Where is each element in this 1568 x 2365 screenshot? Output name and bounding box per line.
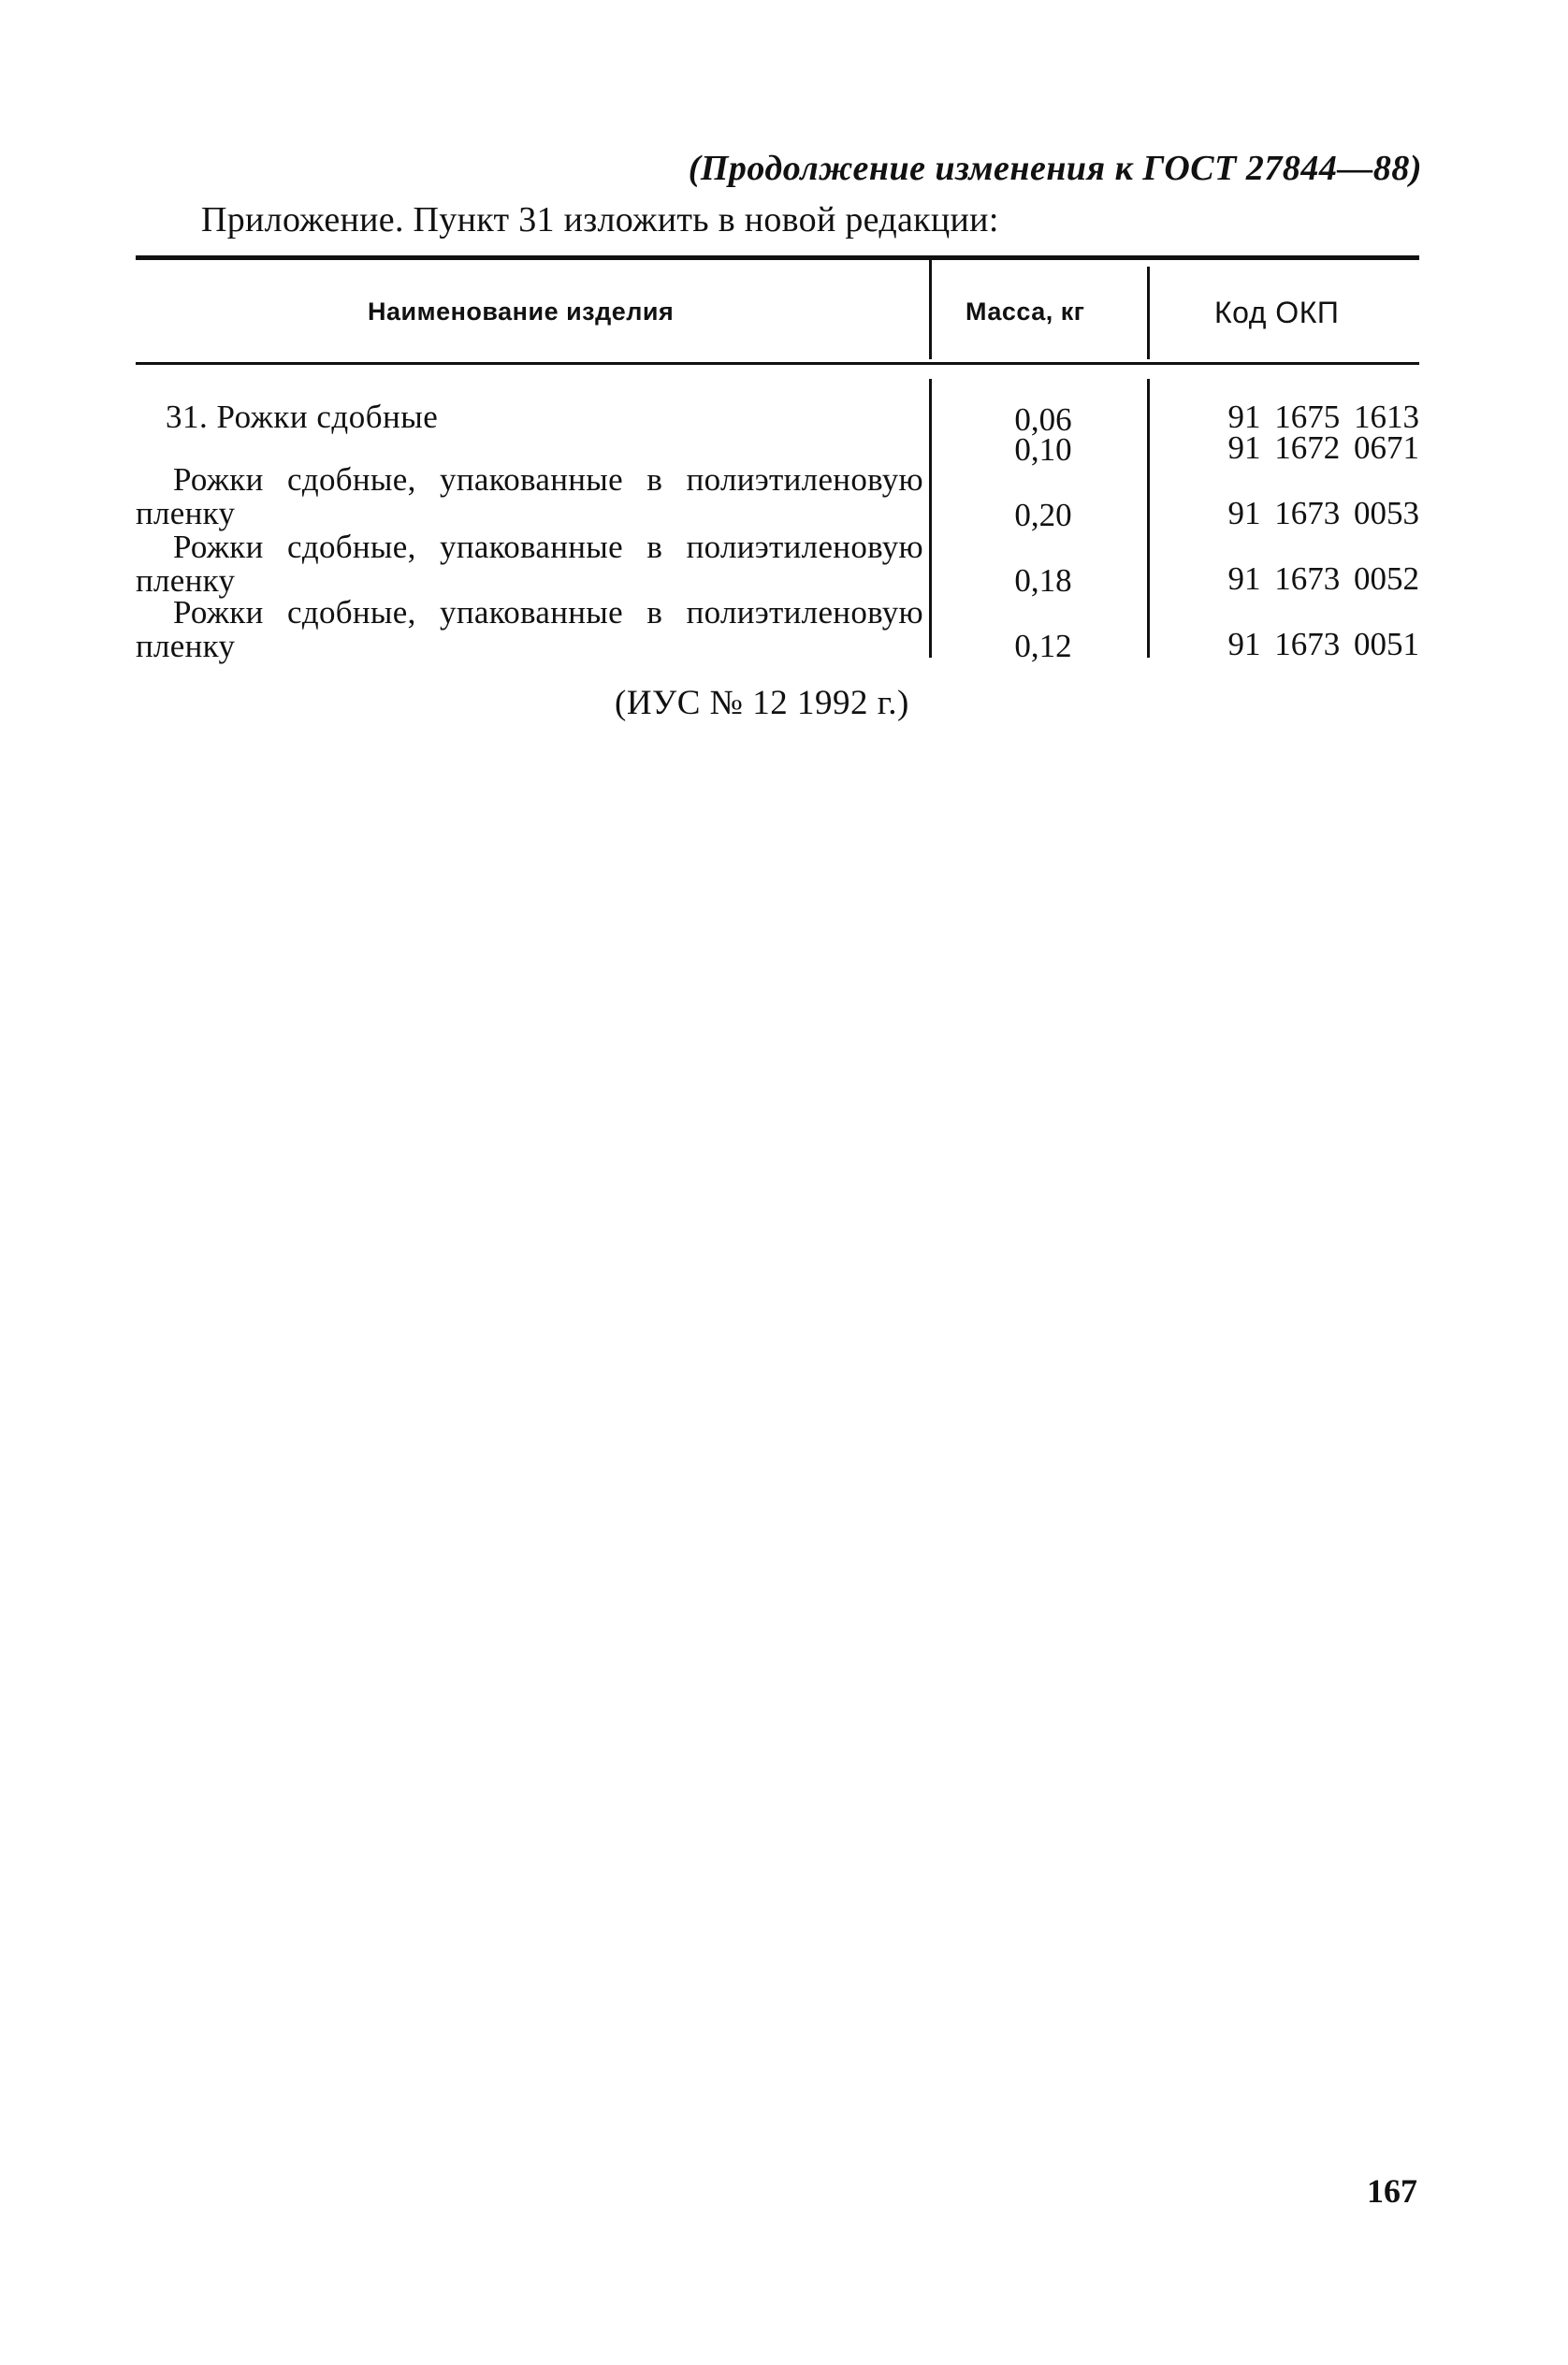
intro-text: Приложение. Пункт 31 изложить в новой редакции: xyxy=(201,200,999,239)
row-1-mass: 0,06 xyxy=(1014,401,1072,438)
row-2-mass: 0,10 xyxy=(1014,431,1072,468)
row-3-code: 91 1673 0053 xyxy=(1227,495,1419,531)
column-header-code: Код ОКП xyxy=(1214,296,1340,329)
row-1-code: 91 1675 1613 xyxy=(1227,399,1419,435)
row-1-name: 31. Рожки сдобные xyxy=(166,399,439,435)
body-divider-1 xyxy=(929,379,932,658)
row-5-mass: 0,12 xyxy=(1014,628,1072,664)
row-4-code: 91 1673 0052 xyxy=(1227,560,1419,597)
source-note: (ИУС № 12 1992 г.) xyxy=(615,684,909,722)
row-5-code: 91 1673 0051 xyxy=(1227,626,1419,662)
row-4-mass: 0,18 xyxy=(1014,562,1072,599)
continuation-heading: (Продолжение изменения к ГОСТ 27844—88) xyxy=(688,149,1422,188)
header-divider-2 xyxy=(1147,267,1150,359)
page-number: 167 xyxy=(1367,2172,1417,2210)
row-3-name: Рожки сдобные, упакованные в полиэтиленовую пленку xyxy=(136,461,923,531)
table-header-rule xyxy=(136,362,1419,365)
row-4-name: Рожки сдобные, упакованные в полиэтиленовую пленку xyxy=(136,529,923,599)
column-header-name: Наименование изделия xyxy=(368,297,675,326)
column-header-mass: Масса, кг xyxy=(965,297,1085,326)
row-2-code: 91 1672 0671 xyxy=(1227,429,1419,466)
table-top-rule xyxy=(136,255,1419,260)
row-3-mass: 0,20 xyxy=(1014,497,1072,533)
header-divider-1 xyxy=(929,260,932,359)
row-5-name: Рожки сдобные, упакованные в полиэтиленовую пленку xyxy=(136,594,923,664)
